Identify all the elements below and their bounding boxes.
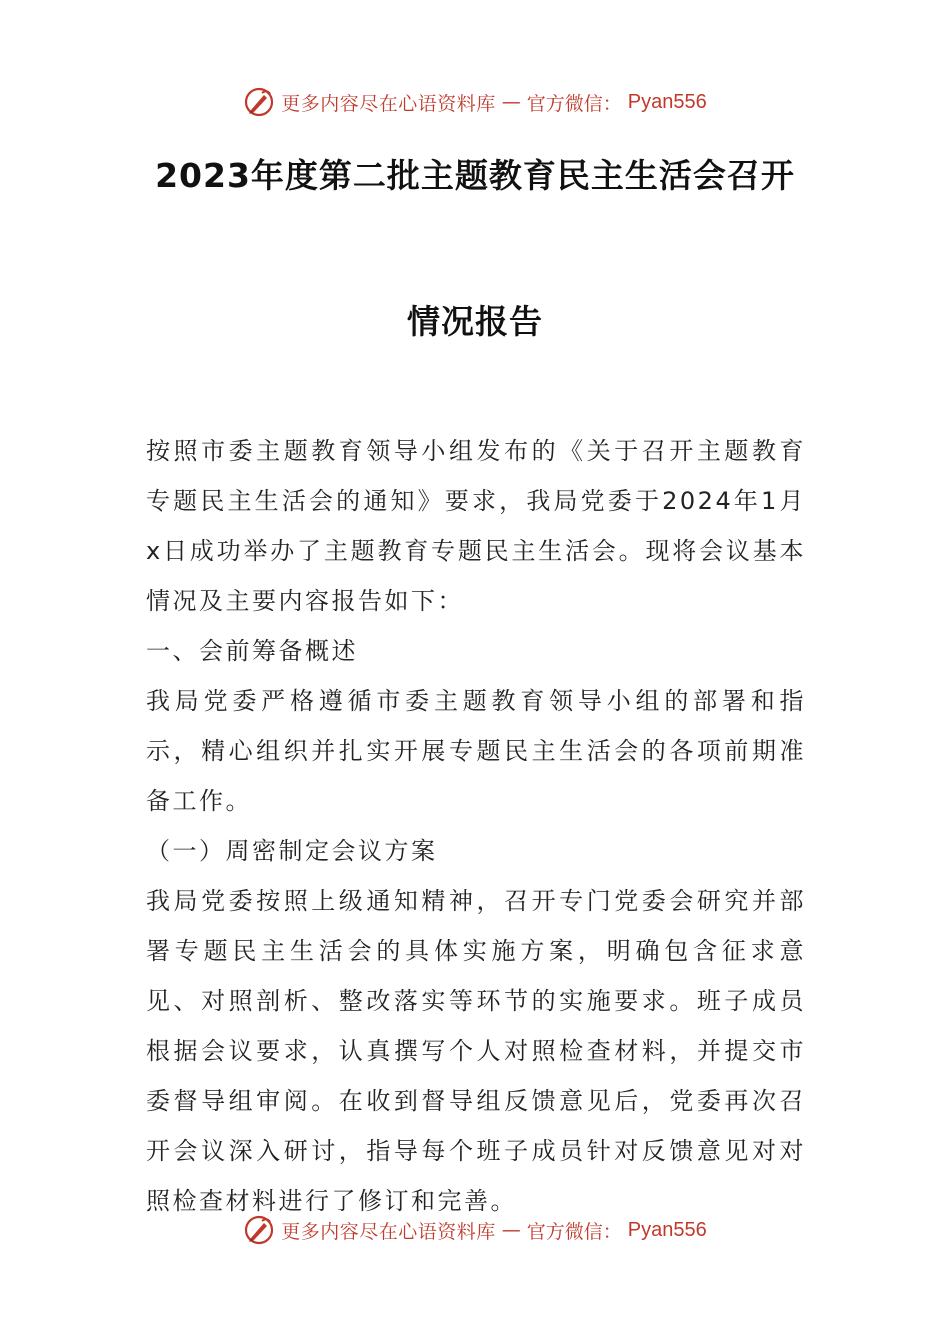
header-watermark	[0, 82, 950, 122]
watermark-wechat-id: Pyan556	[627, 1218, 707, 1241]
pen-logo-icon	[243, 1214, 275, 1246]
document-title-line1: 2023年度第二批主题教育民主生活会召开	[155, 156, 795, 195]
watermark-wechat-id: Pyan556	[627, 90, 707, 113]
document-title-line2: 情况报告	[407, 302, 543, 341]
paragraph-intro: 按照市委主题教育领导小组发布的《关于召开主题教育专题民主生活会的通知》要求，我局党委于2024年1月x日成功举办了主题教育专题民主生活会。现将会议基本情况及主要内容报告如下：	[146, 437, 806, 615]
section-heading-1: 一、会前筹备概述	[146, 637, 358, 665]
watermark-text: 更多内容尽在心语资料库	[281, 92, 496, 115]
watermark-dash: —	[501, 1219, 521, 1241]
subsection-heading-1: （一）周密制定会议方案	[146, 837, 438, 865]
document-body	[146, 426, 806, 1226]
paragraph-subsection-1: 我局党委按照上级通知精神，召开专门党委会研究并部署专题民主生活会的具体实施方案，明确包含征求意见、对照剖析、整改落实等环节的实施要求。班子成员根据会议要求，认真撰写个人对照检查材料，并提交市委督导组审阅。在收到督导组反馈意见后，党委再次召开会议深入研讨，指导每个班子成员针对反馈意见对对照检查材料进行了修订和完善。	[146, 887, 806, 1215]
footer-watermark	[0, 1210, 950, 1250]
paragraph-section-1: 我局党委严格遵循市委主题教育领导小组的部署和指示，精心组织并扎实开展专题民主生活会的各项前期准备工作。	[146, 687, 806, 815]
watermark-text: 更多内容尽在心语资料库	[281, 1220, 496, 1243]
pen-logo-icon	[243, 86, 275, 118]
watermark-wechat-label: 官方微信：	[526, 92, 622, 115]
watermark-wechat-label: 官方微信：	[526, 1220, 622, 1243]
watermark-dash: —	[501, 91, 521, 113]
